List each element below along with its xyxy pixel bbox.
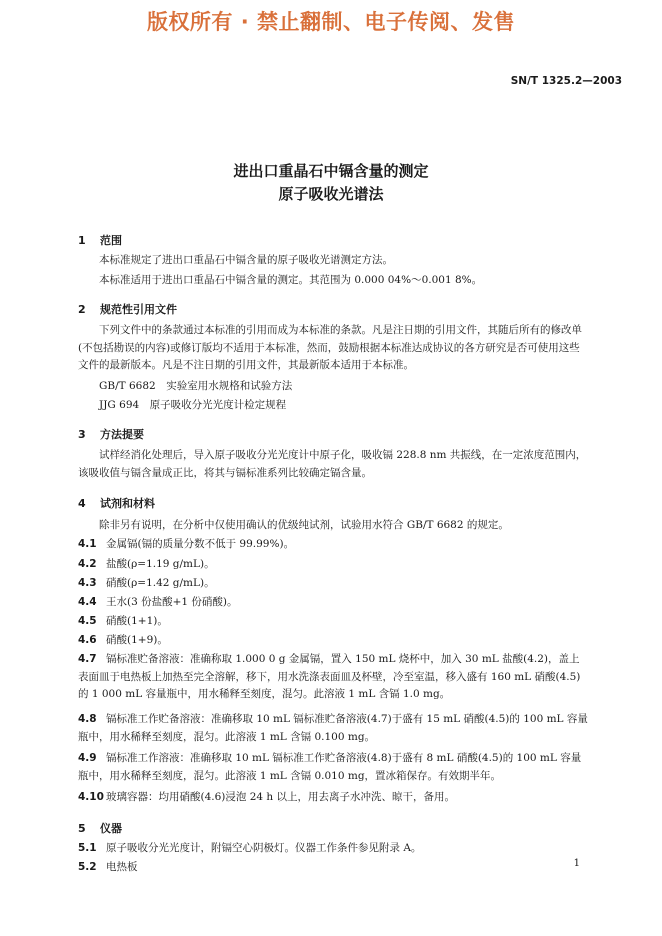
section-3-heading: 3 方法提要 <box>78 428 144 441</box>
item-4-8: 4.8 镉标准工作贮备溶液：准确移取 10 mL 镉标准贮备溶液(4.7)于盛有 15 mL 硝酸(4.5)的 100 mL 容量瓶中，用水稀释至刻度，混匀。此溶液 1 mL 含镉 0.100 mg。 <box>78 713 588 743</box>
item-4-3: 4.3 硝酸(ρ=1.42 g/mL)。 <box>78 577 215 589</box>
item-4-6: 4.6 硝酸(1+9)。 <box>78 634 168 646</box>
section-3-para-1: 试样经消化处理后，导入原子吸收分光光度计中原子化，吸收镉 228.8 nm 共振线，在一定浓度范围内，该吸收值与镉含量成正比，将其与镉标准系列比较确定镉含量。 <box>78 449 587 479</box>
section-1-para-2: 本标准适用于进出口重晶石中镉含量的测定。其范围为 0.000 04%～0.001 8%。 <box>99 274 483 286</box>
section-4-para-1: 除非另有说明，在分析中仅使用确认的优级纯试剂，试验用水符合 GB/T 6682 的规定。 <box>99 519 509 531</box>
section-5-heading: 5 仪器 <box>78 822 122 835</box>
section-2-heading: 2 规范性引用文件 <box>78 303 177 316</box>
item-4-2: 4.2 盐酸(ρ=1.19 g/mL)。 <box>78 558 215 570</box>
item-4-9: 4.9 镉标准工作溶液：准确移取 10 mL 镉标准工作贮备溶液(4.8)于盛有 8 mL 硝酸(4.5)的 100 mL 容量瓶中，用水稀释至刻度，混匀。此溶液 1 mL 含镉 0.010 mg，置冰箱保存。有效期半年。 <box>78 752 582 782</box>
item-5-2: 5.2 电热板 <box>78 861 138 873</box>
item-5-1: 5.1 原子吸收分光光度计，附镉空心阴极灯。仪器工作条件参见附录 A。 <box>78 842 422 854</box>
item-4-5: 4.5 硝酸(1+1)。 <box>78 615 168 627</box>
section-4-heading: 4 试剂和材料 <box>78 497 155 510</box>
section-2-para-1: 下列文件中的条款通过本标准的引用而成为本标准的条款。凡是注日期的引用文件，其随后所有的修改单(不包括勘误的内容)或修订版均不适用于本标准，然而，鼓励根据本标准达成协议的各方研究是否可使用这些文件的最新版本。凡是不注日期的引用文件，其最新版本适用于本标准。 <box>78 324 582 371</box>
item-4-1: 4.1 金属镉(镉的质量分数不低于 99.99%)。 <box>78 538 295 550</box>
reference-2: JJG 694 原子吸收分光光度计检定规程 <box>99 399 287 411</box>
title-line-1: 进出口重晶石中镉含量的测定 <box>233 162 429 180</box>
item-4-10: 4.10 玻璃容器：均用硝酸(4.6)浸泡 24 h 以上，用去离子水冲洗、晾干，备用。 <box>78 791 456 803</box>
reference-1: GB/T 6682 实验室用水规格和试验方法 <box>99 380 293 392</box>
title-line-2: 原子吸收光谱法 <box>278 185 384 203</box>
standard-number: SN/T 1325.2—2003 <box>510 75 622 87</box>
section-1-heading: 1 范围 <box>78 234 122 247</box>
watermark: 版权所有 · 禁止翻制、电子传阅、发售 <box>146 10 516 34</box>
page-number: 1 <box>573 858 580 869</box>
item-4-4: 4.4 王水(3 份盐酸+1 份硝酸)。 <box>78 596 238 608</box>
item-4-7: 4.7 镉标准贮备溶液：准确称取 1.000 0 g 金属镉，置入 150 mL 烧杯中，加入 30 mL 盐酸(4.2)，盖上表面皿于电热板上加热至完全溶解，移下，用水洗涤表面皿及杯壁，冷至室温，移入盛有 160 mL 硝酸(4.5)的 1 000 mL 容量瓶中，用水稀释至刻度，混匀。此溶液 1 mL 含镉 1.0 mg。 <box>78 653 581 700</box>
section-1-para-1: 本标准规定了进出口重晶石中镉含量的原子吸收光谱测定方法。 <box>99 254 393 266</box>
